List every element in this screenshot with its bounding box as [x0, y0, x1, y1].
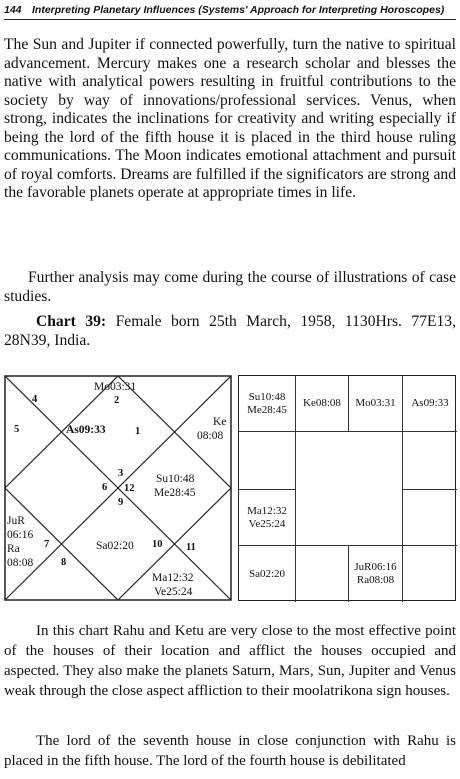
south-cell-r1c1: [239, 376, 296, 432]
house-number-1: 1: [135, 426, 141, 437]
south-mo: Mo03:31: [355, 397, 396, 409]
house-number-3: 3: [118, 468, 124, 479]
house-number-2: 2: [114, 395, 120, 406]
chart-caption-label: Chart 39:: [36, 313, 107, 330]
page-number: 144: [4, 4, 22, 16]
south-ra: Ra08:08: [356, 574, 395, 586]
north-bottom-ve: Ve25:24: [154, 586, 193, 598]
house-number-6: 6: [102, 482, 108, 493]
paragraph-seventh-lord: The lord of the seventh house in close conjunction with Rahu is placed in the fifth house. The lord of the fourth house is debilitated: [4, 733, 456, 769]
south-cell-r4c4: [403, 546, 457, 602]
south-cell-r3c1: [239, 490, 296, 546]
south-me: Me28:45: [247, 403, 287, 416]
north-lower-sa: Sa02:20: [96, 540, 134, 552]
house-number-5: 5: [14, 424, 20, 435]
north-top-mo: Mo03:31: [94, 381, 137, 393]
north-ketu: Ke: [213, 416, 227, 428]
north-chart-lines: [4, 375, 232, 601]
south-cell-r1c4: [403, 376, 457, 432]
running-header: [4, 3, 456, 20]
south-ve: Ve25:24: [248, 517, 286, 530]
running-title: Interpreting Planetary Influences (Systems' Approach for Interpreting Horoscopes): [32, 4, 445, 16]
paragraph-planet-significations: The Sun and Jupiter if connected powerfully, turn the native to spiritual advancement. Mercury makes one a research scholar and blesses the native with analytical powers resulting in fruitful contributions to the society by way of innovations/professional services. Venus, when strong, indicates the inclinations for creativity and writing especially if being the lord of the fifth house it is placed in the third house ruling communications. The Moon indicates emotional attachment and pursuit of royal comforts. Dreams are fulfilled if the significators are strong and the favorable planets operate at appropriate times in life.: [4, 36, 456, 201]
house-number-11: 11: [186, 542, 196, 553]
north-left-ra-degree: 08:08: [7, 557, 34, 569]
south-cell-r4c1: [239, 546, 296, 602]
north-indian-chart: [4, 375, 232, 601]
house-number-9: 9: [118, 497, 124, 508]
north-left-jur: JuR: [7, 515, 25, 527]
south-cell-r1c3: [349, 376, 403, 432]
south-su: Su10:48: [248, 390, 286, 403]
house-number-10: 10: [152, 539, 163, 550]
south-cell-r4c2: [296, 546, 349, 602]
north-asc: As09:33: [66, 424, 106, 436]
paragraph-further-analysis: Further analysis may come during the course of illustrations of case studies.: [4, 269, 456, 305]
south-cell-r2c1: [239, 432, 296, 490]
south-cell-r3c4: [403, 490, 457, 546]
north-left-ra: Ra: [7, 543, 20, 555]
paragraph-rahu-ketu: In this chart Rahu and Ketu are very close to the most effective point of the houses of their location and afflict the houses occupied and aspected. They also make the planets Saturn, Mars, Sun, Jupiter and Venus weak through the close aspect affliction to their moolatrikona sign houses.: [4, 623, 456, 699]
north-center-me: Me28:45: [154, 487, 196, 499]
house-number-4: 4: [32, 394, 38, 405]
south-ke: Ke08:08: [303, 397, 341, 409]
south-jur: JuR06:16: [354, 561, 397, 573]
south-ma: Ma12:32: [247, 504, 287, 517]
south-cell-r4c3: [349, 546, 403, 602]
north-center-su: Su10:48: [156, 473, 195, 485]
south-center-blank: [296, 432, 403, 546]
south-cell-r1c2: [296, 376, 349, 432]
north-left-jur-degree: 06:16: [7, 529, 34, 541]
south-as: As09:33: [411, 397, 449, 409]
south-sa: Sa02:20: [248, 567, 286, 580]
south-indian-chart: [238, 375, 456, 601]
north-ketu-degree: 08:08: [197, 430, 224, 442]
south-cell-r2c4: [403, 432, 457, 490]
house-number-8: 8: [61, 557, 67, 568]
north-bottom-ma: Ma12:32: [152, 572, 194, 584]
chart-caption: [4, 313, 456, 350]
house-number-7: 7: [44, 539, 50, 550]
house-number-12: 12: [124, 483, 135, 494]
chart-caption-text: Female born 25th March, 1958, 1130Hrs. 77E13, 28N39, India.: [4, 313, 457, 349]
